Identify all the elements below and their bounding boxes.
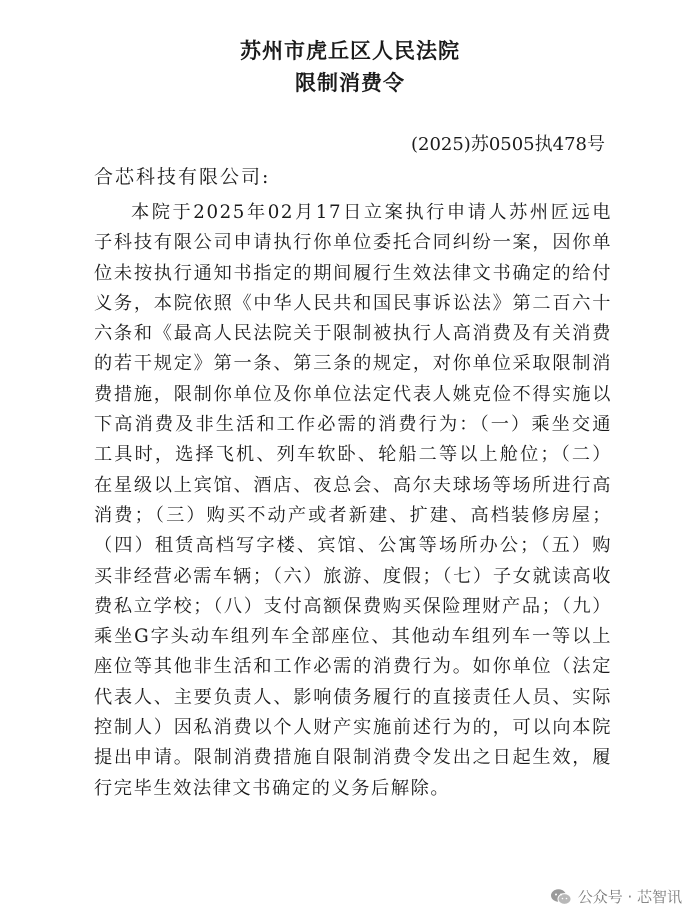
addressee: 合芯科技有限公司: xyxy=(94,166,271,188)
watermark-text: 公众号 · 芯智讯 xyxy=(577,888,682,906)
body-paragraph: 本院于2025年02月17日立案执行申请人苏州匠远电子科技有限公司申请执行你单位委托合同纠纷一案，因你单位未按执行通知书指定的期间履行生效法律文书确定的给付义务，本院依照《中华人民共和国民事诉讼法》第二百六十六条和《最高人民法院关于限制被执行人高消费及有关消费的若干规定》第一条、第三条的规定，对你单位采取限制消费措施，限制你单位及你单位法定代表人姚克俭不得实施以下高消费及非生活和工作必需的消费行为：（一）乘坐交通工具时，选择飞机、列车软卧、轮船二等以上舱位；（二）在星级以上宾馆、酒店、夜总会、高尔夫球场等场所进行高消费；（三）购买不动产或者新建、扩建、高档装修房屋；（四）租赁高档写字楼、宾馆、公寓等场所办公；（五）购买非经营必需车辆；（六）旅游、度假；（七）子女就读高收费私立学校；（八）支付高额保费购买保险理财产品；（九）乘坐G字头动车组列车全部座位、其他动车组列车一等以上座位等其他非生活和工作必需的消费行为。如你单位（法定代表人、主要负责人、影响债务履行的直接责任人员、实际控制人）因私消费以个人财产实施前述行为的，可以向本院提出申请。限制消费措施自限制消费令发出之日起生效，履行完毕生效法律文书确定的义务后解除。 xyxy=(94,202,612,799)
court-name: 苏州市虎丘区人民法院 xyxy=(240,39,460,63)
wechat-icon xyxy=(550,888,572,906)
document-title: 限制消费令 xyxy=(295,71,405,95)
case-number: (2025)苏0505执478号 xyxy=(410,134,605,155)
watermark xyxy=(546,884,686,909)
